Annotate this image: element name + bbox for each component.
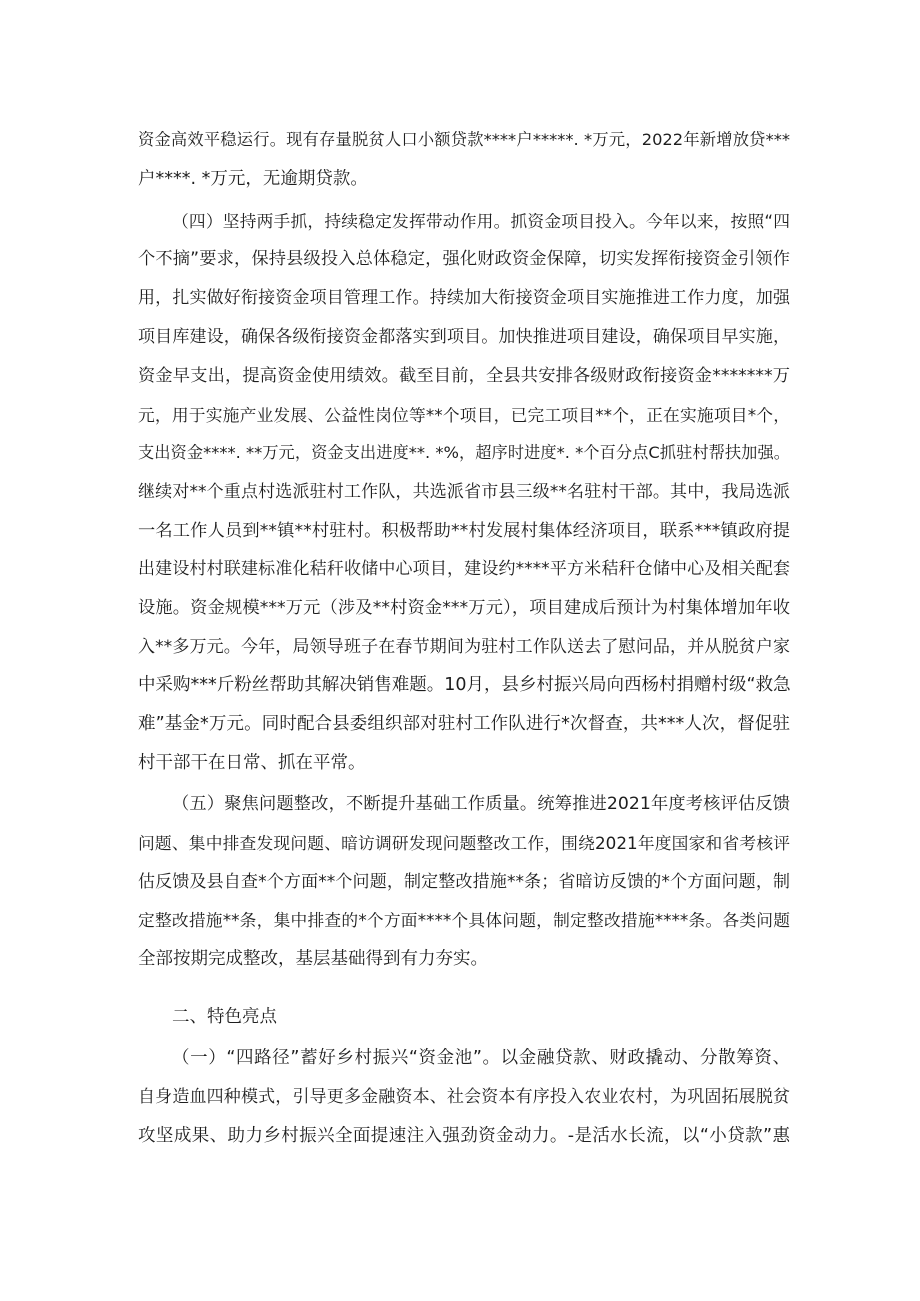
text-line: 定整改措施**条，集中排查的*个方面****个具体问题，制定整改措施****条。各类问题 <box>138 910 790 930</box>
text-line: 中采购***斤粉丝帮助其解决销售难题。10月，县乡村振兴局向西杨村捐赠村级“救急 <box>138 675 791 695</box>
text-line: （五）聚焦问题整改，不断提升基础工作质量。统筹推进2021年度考核评估反馈 <box>172 794 790 814</box>
text-line: 设施。资金规模***万元（涉及**村资金***万元），项目建成后预计为村集体增加年收 <box>138 598 790 618</box>
text-line: 问题、集中排查发现问题、暗访调研发现问题整改工作，围绕2021年度国家和省考核评 <box>138 833 790 853</box>
text-line: 一名工作人员到**镇**村驻村。积极帮助**村发展村集体经济项目，联系***镇政府提 <box>138 521 790 541</box>
text-line: 元，用于实施产业发展、公益性岗位等**个项目，已完工项目**个，正在实施项目*个， <box>138 405 790 425</box>
text-line: 户****. *万元，无逾期贷款。 <box>138 169 368 189</box>
text-line: 项目库建设，确保各级衔接资金都落实到项目。加快推进项目建设，确保项目早实施， <box>138 327 790 347</box>
text-line: 继续对**个重点村选派驻村工作队，共选派省市县三级**名驻村干部。其中，我局选派 <box>138 482 790 502</box>
text-line: 出建设村村联建标准化秸秆收储中心项目，建设约****平方米秸秆仓储中心及相关配套 <box>138 559 790 579</box>
text-line: （一）“四路径”蓄好乡村振兴“资金池”。以金融贷款、财政撬动、分散筹资、 <box>172 1048 790 1068</box>
text-line: （四）坚持两手抓，持续稳定发挥带动作用。抓资金项目投入。今年以来，按照“四 <box>172 211 790 231</box>
text-line: 全部按期完成整改，基层基础得到有力夯实。 <box>138 949 488 969</box>
text-line: 攻坚成果、助力乡村振兴全面提速注入强劲资金动力。-是活水长流，以“小贷款”惠 <box>138 1126 790 1146</box>
text-line: 个不摘”要求，保持县级投入总体稳定，强化财政资金保障，切实发挥衔接资金引领作 <box>138 249 790 269</box>
text-line: 难”基金*万元。同时配合县委组织部对驻村工作队进行*次督查，共***人次，督促驻 <box>138 714 790 734</box>
text-line: 自身造血四种模式，引导更多金融资本、社会资本有序投入农业农村，为巩固拓展脱贫 <box>138 1087 790 1107</box>
text-line: 用，扎实做好衔接资金项目管理工作。持续加大衔接资金项目实施推进工作力度，加强 <box>138 288 790 308</box>
section-heading: 二、特色亮点 <box>172 1007 277 1027</box>
text-line: 入**多万元。今年，局领导班子在春节期间为驻村工作队送去了慰问品，并从脱贫户家 <box>138 637 790 657</box>
text-line: 资金高效平稳运行。现有存量脱贫人口小额贷款****户*****. *万元，2022年新增放贷*** <box>138 130 790 149</box>
text-line: 支出资金****. **万元，资金支出进度**. *%，超序时进度*. *个百分点C抓驻村帮扶加强。 <box>138 443 790 462</box>
text-line: 村干部干在日常、抓在平常。 <box>138 753 366 773</box>
text-line: 资金早支出，提高资金使用绩效。截至目前，全县共安排各级财政衔接资金*******万 <box>138 366 790 386</box>
text-line: 估反馈及县自查*个方面**个问题，制定整改措施**条；省暗访反馈的*个方面问题，制 <box>138 872 790 892</box>
